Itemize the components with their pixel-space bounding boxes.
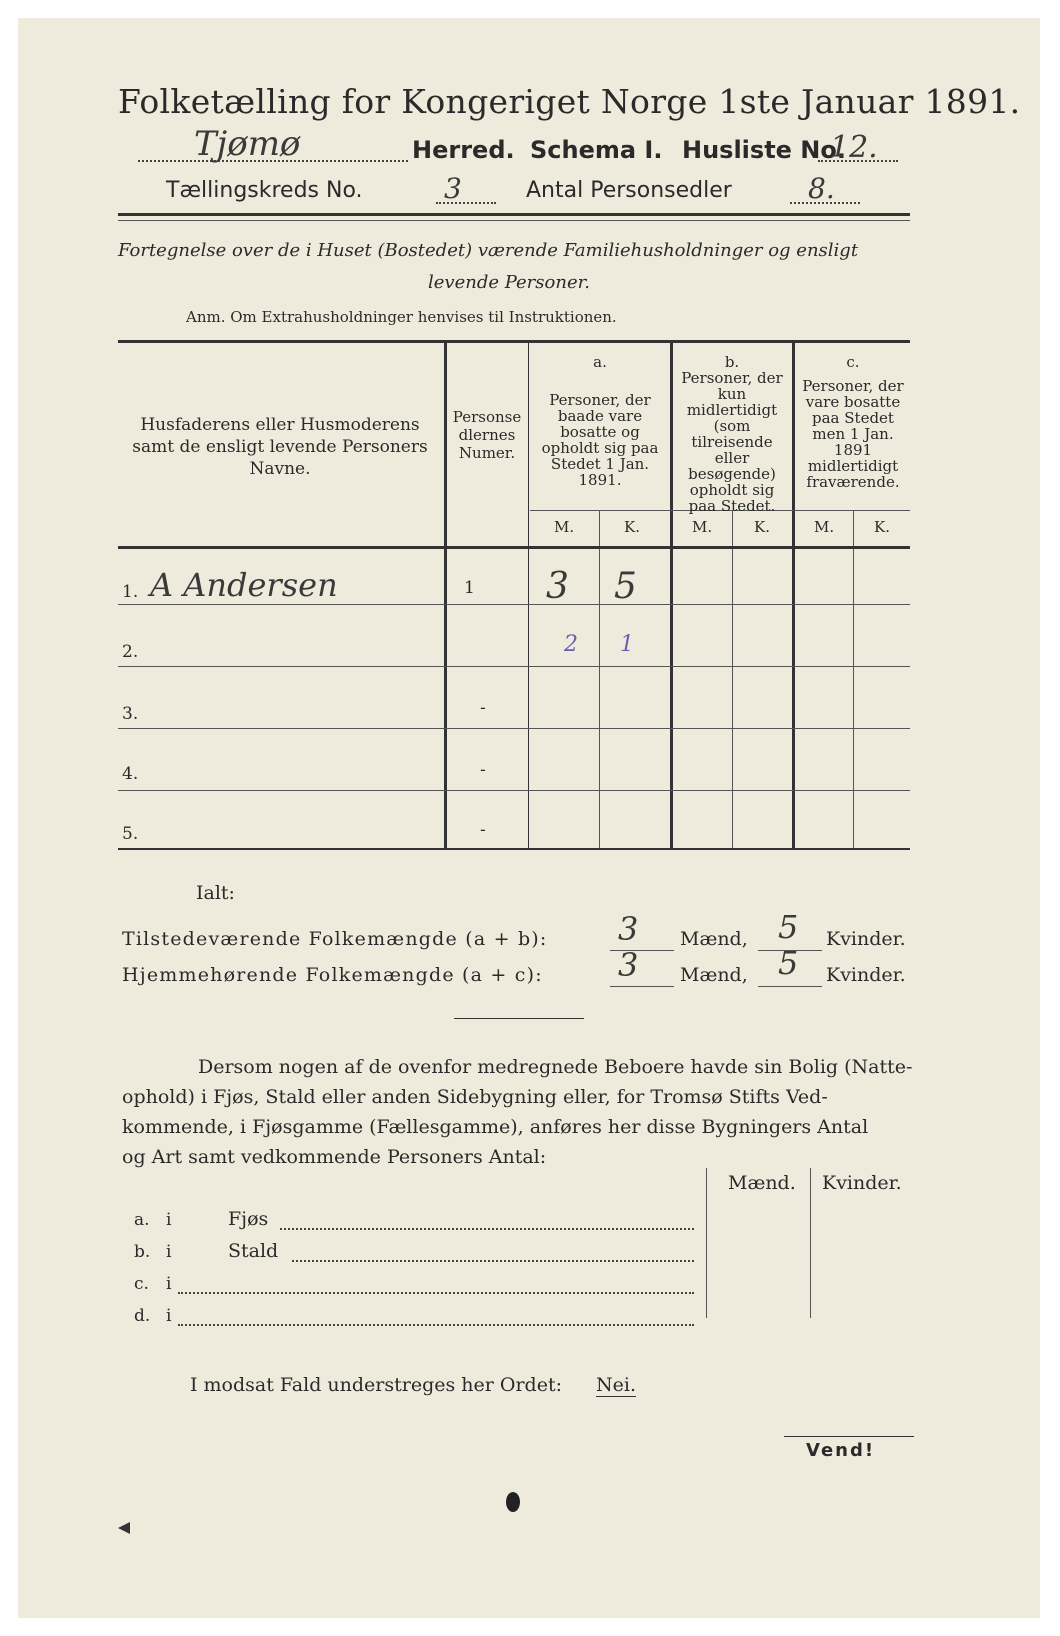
bld-b-name: Stald: [228, 1240, 279, 1262]
row-2-number: 2.: [122, 642, 139, 662]
row-1-name: A Andersen: [150, 566, 338, 604]
tilstede-maend-word: Mænd,: [680, 928, 748, 950]
bld-a-i: i: [166, 1210, 172, 1230]
hjemme-label: Hjemmehørende Folkemængde (a + c):: [122, 964, 543, 986]
hjemme-maend-line: [610, 986, 674, 987]
bld-c-i: i: [166, 1274, 172, 1294]
row-rule-5: [118, 848, 910, 850]
row-3-number: 3.: [122, 704, 139, 724]
census-form-sheet: [18, 18, 1040, 1618]
bld-col-kvinder: Kvinder.: [822, 1172, 902, 1194]
tilstede-kvinder: 5: [778, 908, 799, 946]
tilstede-kvinder-word: Kvinder.: [826, 928, 906, 950]
tilstede-label: Tilstedeværende Folkemængde (a + b):: [122, 928, 548, 950]
row-1-a-m: 3: [546, 566, 569, 607]
row-5-number: 5.: [122, 824, 139, 844]
ialt-label: Ialt:: [196, 882, 235, 904]
dersom-line-2: ophold) i Fjøs, Stald eller anden Sidebygning eller, for Tromsø Stifts Ved-: [122, 1086, 828, 1108]
bld-b-letter: b.: [134, 1242, 151, 1262]
row-5-num: -: [480, 820, 486, 840]
col-a-letter: a.: [593, 353, 607, 371]
dersom-line-3: kommende, i Fjøsgamme (Fællesgamme), anføres her disse Bygningers Antal: [122, 1116, 869, 1138]
header-rule-thin: [118, 220, 910, 221]
row-1-a-k: 5: [614, 566, 637, 607]
vend-label: Vend!: [806, 1440, 876, 1461]
col-name-header: Husfaderens eller Husmoderens samt de ensligt levende Personers Navne.: [132, 415, 428, 479]
bld-a-dots: [280, 1228, 694, 1230]
col-divider-cm-ck: [853, 510, 854, 848]
row-rule-1: [118, 604, 910, 605]
bld-col-maend: Mænd.: [728, 1172, 796, 1194]
ink-blot: [506, 1492, 520, 1512]
col-divider-bm-bk: [732, 510, 733, 848]
col-divider-4: [792, 340, 795, 848]
bld-c-letter: c.: [134, 1274, 149, 1294]
col-b-m-label: M.: [692, 518, 713, 536]
dersom-line-4: og Art samt vedkommende Personers Antal:: [122, 1146, 547, 1168]
row-3-num: -: [480, 698, 486, 718]
col-c-header: Personer, der vare bosatte paa Stedet men 1 Jan. 1891 midlertidigt fraværende.: [802, 377, 904, 491]
bld-c-dots: [178, 1292, 694, 1294]
col-c-m-label: M.: [814, 518, 835, 536]
tilstede-maend: 3: [618, 910, 639, 948]
bld-d-i: i: [166, 1306, 172, 1326]
bld-divider-1: [706, 1168, 707, 1318]
row-rule-4: [118, 790, 910, 791]
col-b-k-label: K.: [754, 518, 770, 536]
col-divider-2: [528, 340, 529, 848]
bld-divider-2: [810, 1168, 811, 1318]
row-2-a-k: 1: [620, 632, 634, 657]
bld-b-dots: [292, 1260, 694, 1262]
row-1-number: 1.: [122, 582, 139, 602]
bld-d-letter: d.: [134, 1306, 151, 1326]
row-rule-2: [118, 666, 910, 667]
col-divider-1: [444, 340, 447, 848]
kreds-label: Tællingskreds No.: [166, 178, 363, 203]
herred-label: Herred.: [412, 136, 515, 164]
antal-value: 8.: [808, 172, 835, 205]
bld-a-name: Fjøs: [228, 1208, 269, 1230]
husliste-label: Husliste No.: [682, 136, 846, 164]
col-c-k-label: K.: [874, 518, 890, 536]
hjemme-kvinder-line: [758, 986, 822, 987]
col-a-m-label: M.: [554, 518, 575, 536]
husliste-value: 12.: [830, 130, 878, 165]
col-b-letter: b.: [724, 353, 740, 371]
antal-label: Antal Personsedler: [526, 178, 732, 203]
schema-label: Schema I.: [530, 136, 663, 164]
hjemme-maend: 3: [618, 946, 639, 984]
fortegnelse-line2: levende Personer.: [428, 272, 590, 293]
col-divider-am-ak: [599, 510, 600, 848]
modsat-text: I modsat Fald understreges her Ordet:: [190, 1374, 562, 1396]
col-c-letter: c.: [846, 353, 860, 371]
corner-mark-left: [118, 1522, 130, 1534]
kreds-value: 3: [444, 172, 462, 205]
vend-rule: [784, 1436, 914, 1437]
bld-a-letter: a.: [134, 1210, 150, 1230]
section-separator: [454, 1018, 584, 1019]
header-rule: [118, 213, 910, 216]
bld-d-dots: [178, 1324, 694, 1326]
nei-word: Nei.: [596, 1374, 636, 1396]
col-a-k-label: K.: [624, 518, 640, 536]
herred-value: Tjømø: [194, 124, 301, 164]
col-b-header: Personer, der kun midlertidigt (som tilreisende eller besøgende) opholdt sig paa Stedet.: [681, 369, 783, 515]
row-4-num: -: [480, 760, 486, 780]
anm-note: Anm. Om Extrahusholdninger henvises til Instruktionen.: [186, 308, 617, 326]
row-2-a-m: 2: [564, 632, 578, 657]
row-rule-3: [118, 728, 910, 729]
form-title: Folketælling for Kongeriget Norge 1ste Januar 1891.: [118, 82, 1021, 121]
hjemme-kvinder: 5: [778, 944, 799, 982]
row-1-num: 1: [464, 578, 475, 598]
header-bottom-rule: [118, 546, 910, 549]
col-num-header: Personsedlernes Numer.: [452, 408, 522, 462]
dersom-line-1: Dersom nogen af de ovenfor medregnede Beboere havde sin Bolig (Natte-: [198, 1056, 913, 1078]
col-a-header: Personer, der baade vare bosatte og opholdt sig paa Stedet 1 Jan. 1891.: [541, 391, 659, 489]
row-4-number: 4.: [122, 764, 139, 784]
col-divider-3: [670, 340, 673, 848]
hjemme-maend-word: Mænd,: [680, 964, 748, 986]
hjemme-kvinder-word: Kvinder.: [826, 964, 906, 986]
bld-b-i: i: [166, 1242, 172, 1262]
fortegnelse-line1: Fortegnelse over de i Huset (Bostedet) værende Familiehusholdninger og ensligt: [118, 240, 859, 261]
